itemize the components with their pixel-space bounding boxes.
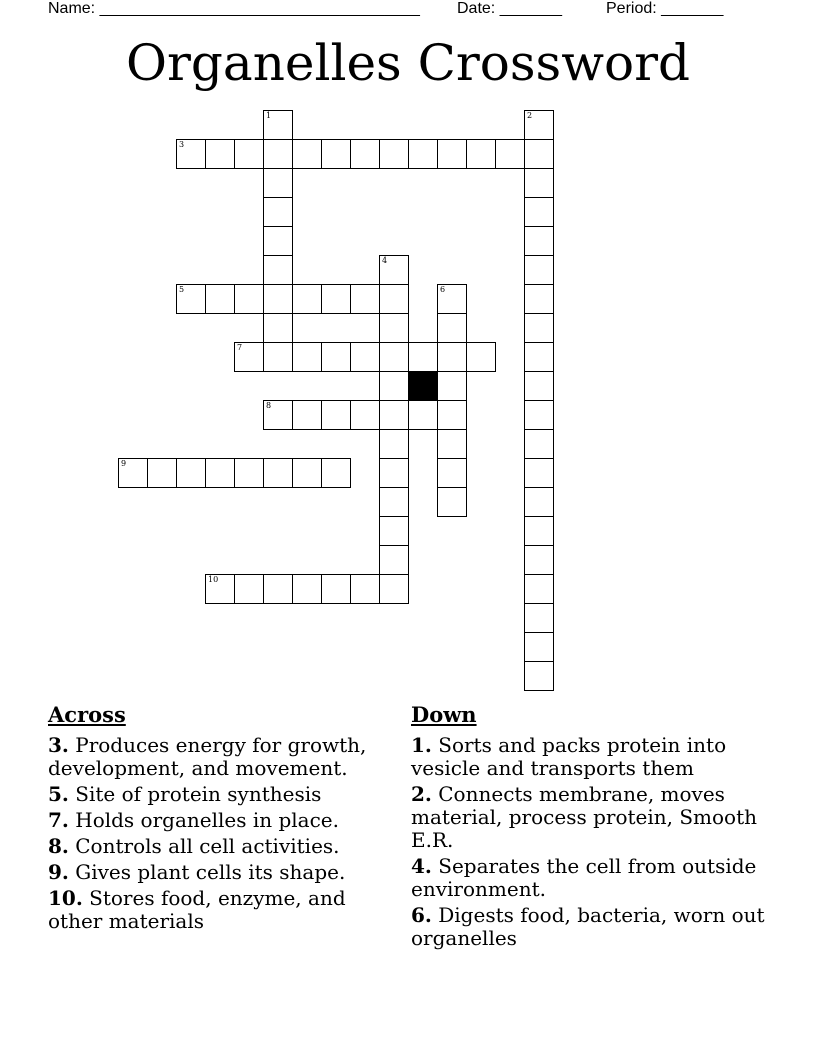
grid-cell[interactable] <box>292 342 322 372</box>
clue-down-4: 4. Separates the cell from outside environment. <box>411 854 757 901</box>
clue-down-1: 1. Sorts and packs protein into vesicle and transports them <box>411 733 727 780</box>
grid-cell[interactable] <box>495 139 525 169</box>
clue-down-6: 6. Digests food, bacteria, worn out organelles <box>411 903 765 950</box>
grid-cell[interactable] <box>263 400 293 430</box>
clue-number: 5 <box>179 285 185 294</box>
grid-cell[interactable] <box>263 197 293 227</box>
grid-cell[interactable] <box>321 284 351 314</box>
grid-cell[interactable] <box>205 139 235 169</box>
grid-cell[interactable] <box>263 168 293 198</box>
grid-cell[interactable] <box>263 139 293 169</box>
grid-cell[interactable] <box>350 574 380 604</box>
grid-cell[interactable] <box>379 400 409 430</box>
grid-cell[interactable] <box>234 458 264 488</box>
grid-cell[interactable] <box>379 255 409 285</box>
clue-across-7: 7. Holds organelles in place. <box>48 808 339 832</box>
grid-cell[interactable] <box>263 255 293 285</box>
grid-cell[interactable] <box>321 400 351 430</box>
grid-cell[interactable] <box>524 139 554 169</box>
grid-cell[interactable] <box>176 139 206 169</box>
grid-cell[interactable] <box>205 458 235 488</box>
grid-cell[interactable] <box>524 603 554 633</box>
clue-across-10: 10. Stores food, enzyme, and other materials <box>48 886 346 933</box>
grid-cell[interactable] <box>263 284 293 314</box>
grid-cell[interactable] <box>263 574 293 604</box>
black-square <box>408 371 438 401</box>
clue-number: 8 <box>266 401 272 410</box>
clue-across-8: 8. Controls all cell activities. <box>48 834 340 858</box>
grid-cell[interactable] <box>524 313 554 343</box>
grid-cell[interactable] <box>524 458 554 488</box>
grid-cell[interactable] <box>437 371 467 401</box>
grid-cell[interactable] <box>437 342 467 372</box>
crossword-grid <box>118 110 558 695</box>
grid-cell[interactable] <box>321 139 351 169</box>
grid-cell[interactable] <box>292 458 322 488</box>
grid-cell[interactable] <box>321 574 351 604</box>
down-clues <box>411 702 781 953</box>
grid-cell[interactable] <box>379 371 409 401</box>
grid-cell[interactable] <box>437 429 467 459</box>
grid-cell[interactable] <box>234 342 264 372</box>
clue-across-9: 9. Gives plant cells its shape. <box>48 860 346 884</box>
grid-cell[interactable] <box>205 574 235 604</box>
period-field[interactable]: Period: _______ <box>606 0 724 17</box>
grid-cell[interactable] <box>437 284 467 314</box>
grid-cell[interactable] <box>524 255 554 285</box>
grid-cell[interactable] <box>524 632 554 662</box>
grid-cell[interactable] <box>176 458 206 488</box>
grid-cell[interactable] <box>524 545 554 575</box>
grid-cell[interactable] <box>379 458 409 488</box>
grid-cell[interactable] <box>466 139 496 169</box>
grid-cell[interactable] <box>379 574 409 604</box>
grid-cell[interactable] <box>321 458 351 488</box>
name-field[interactable]: Name: ____________________________________ <box>48 0 420 17</box>
grid-cell[interactable] <box>437 458 467 488</box>
grid-cell[interactable] <box>408 139 438 169</box>
clue-across-5: 5. Site of protein synthesis <box>48 782 322 806</box>
grid-cell[interactable] <box>524 661 554 691</box>
grid-cell[interactable] <box>234 574 264 604</box>
grid-cell[interactable] <box>205 284 235 314</box>
clue-number: 3 <box>179 140 185 149</box>
grid-cell[interactable] <box>263 110 293 140</box>
grid-cell[interactable] <box>524 168 554 198</box>
grid-cell[interactable] <box>379 516 409 546</box>
grid-cell[interactable] <box>524 110 554 140</box>
grid-cell[interactable] <box>524 284 554 314</box>
grid-cell[interactable] <box>292 284 322 314</box>
grid-cell[interactable] <box>524 371 554 401</box>
grid-cell[interactable] <box>176 284 206 314</box>
student-info-line <box>48 0 788 20</box>
grid-cell[interactable] <box>379 545 409 575</box>
grid-cell[interactable] <box>524 516 554 546</box>
grid-cell[interactable] <box>147 458 177 488</box>
clue-number: 6 <box>440 285 446 294</box>
grid-cell[interactable] <box>379 139 409 169</box>
clue-number: 4 <box>382 256 388 265</box>
grid-cell[interactable] <box>263 313 293 343</box>
grid-cell[interactable] <box>263 458 293 488</box>
clue-number: 2 <box>527 111 533 120</box>
grid-cell[interactable] <box>437 313 467 343</box>
grid-cell[interactable] <box>524 197 554 227</box>
grid-cell[interactable] <box>437 400 467 430</box>
grid-cell[interactable] <box>234 284 264 314</box>
grid-cell[interactable] <box>408 400 438 430</box>
grid-cell[interactable] <box>379 313 409 343</box>
grid-cell[interactable] <box>437 139 467 169</box>
grid-cell[interactable] <box>379 342 409 372</box>
grid-cell[interactable] <box>466 342 496 372</box>
grid-cell[interactable] <box>524 226 554 256</box>
grid-cell[interactable] <box>379 284 409 314</box>
clue-across-3: 3. Produces energy for growth, development, and movement. <box>48 733 367 780</box>
clue-number: 9 <box>121 459 127 468</box>
grid-cell[interactable] <box>524 342 554 372</box>
clue-number: 1 <box>266 111 272 120</box>
grid-cell[interactable] <box>321 342 351 372</box>
grid-cell[interactable] <box>350 400 380 430</box>
grid-cell[interactable] <box>379 429 409 459</box>
grid-cell[interactable] <box>292 139 322 169</box>
grid-cell[interactable] <box>234 139 264 169</box>
grid-cell[interactable] <box>350 139 380 169</box>
grid-cell[interactable] <box>350 342 380 372</box>
grid-cell[interactable] <box>292 574 322 604</box>
grid-cell[interactable] <box>524 429 554 459</box>
page-title: Organelles Crossword <box>125 34 690 92</box>
across-clues <box>48 702 393 936</box>
grid-cell[interactable] <box>408 342 438 372</box>
down-heading: Down <box>411 702 477 727</box>
grid-cell[interactable] <box>524 400 554 430</box>
clue-down-2: 2. Connects membrane, moves material, process protein, Smooth E.R. <box>411 782 758 852</box>
grid-cell[interactable] <box>350 284 380 314</box>
grid-cell[interactable] <box>379 487 409 517</box>
clue-number: 10 <box>208 575 219 584</box>
grid-cell[interactable] <box>437 487 467 517</box>
grid-cell[interactable] <box>524 574 554 604</box>
clue-number: 7 <box>237 343 243 352</box>
across-heading: Across <box>48 702 126 727</box>
grid-cell[interactable] <box>118 458 148 488</box>
grid-cell[interactable] <box>263 342 293 372</box>
grid-cell[interactable] <box>292 400 322 430</box>
grid-cell[interactable] <box>524 487 554 517</box>
grid-cell[interactable] <box>263 226 293 256</box>
date-field[interactable]: Date: _______ <box>457 0 562 17</box>
